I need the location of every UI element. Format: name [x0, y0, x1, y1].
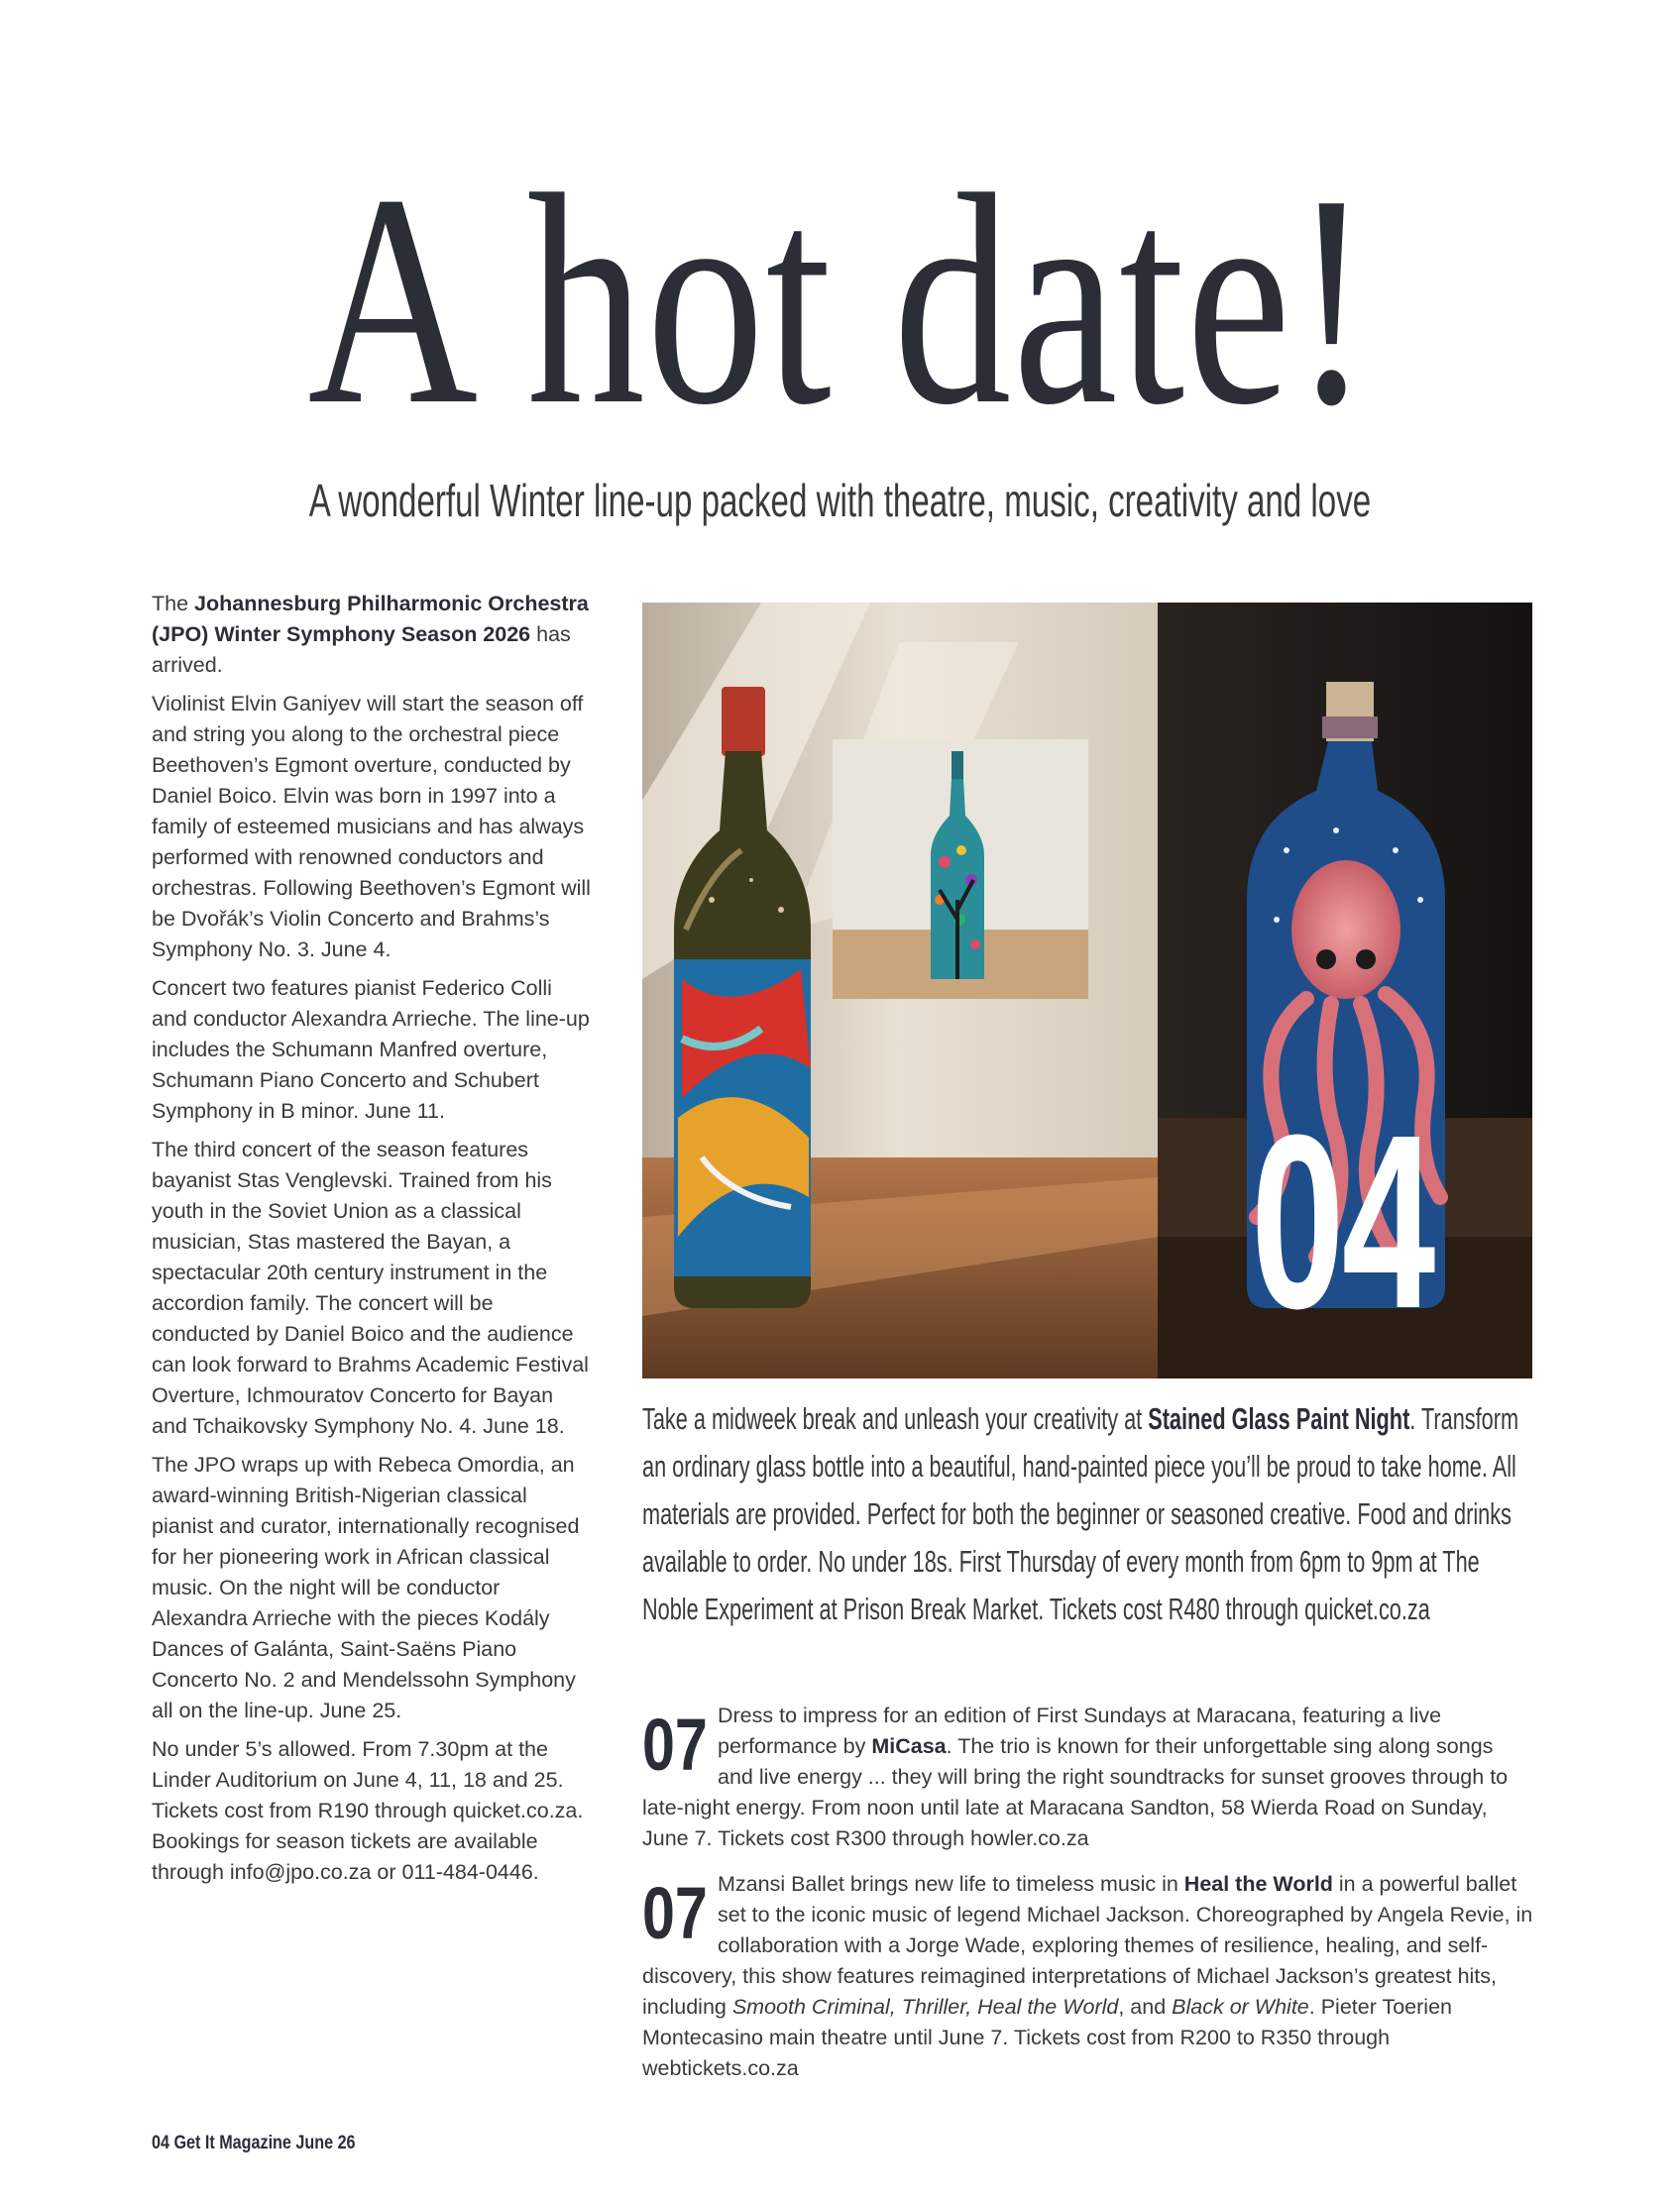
page-footer: 04 Get It Magazine June 26 [152, 2133, 356, 2153]
jpo-intro-post: has arrived. [152, 622, 571, 677]
ballet-article [642, 1869, 1534, 2084]
jpo-paragraph-1: Violinist Elvin Ganiyev will start the season off and string you along to the orchestral piece Beethoven’s Egmont overture, conducted by Daniel Boico. Elvin was born in 1997 into a family of esteemed musicians and has always performed with renowned conductors and orchestras. Following Beethoven’s Egmont will be Dvořák’s Violin Concerto and Brahms’s Symphony No. 3. June 4. [152, 692, 591, 961]
jpo-paragraph-3: The third concert of the season features bayanist Stas Venglevski. Trained from his youth in the Soviet Union as a classical musician, Stas mastered the Bayan, a spectacular 20th century instrument in the accordion family. The concert will be conducted by Daniel Boico and the audience can look forward to Brahms Academic Festival Overture, Ichmouratov Concerto for Bayan and Tchaikovsky Symphony No. 4. June 18. [152, 1138, 589, 1438]
ballet-and: , and [1118, 1995, 1173, 2019]
jpo-paragraph-4: The JPO wraps up with Rebeca Omordia, an award-winning British-Nigerian classical pianist and curator, internationally recognised for her pioneering work in African classical music. On the night will be conductor Alexandra Arrieche with the pieces Kodály Dances of Galánta, Saint-Saëns Piano Concerto No. 2 and Mendelssohn Symphony all on the line-up. June 25. [152, 1453, 580, 1722]
ballet-italic-1: Smooth Criminal, Thriller, Heal the World [731, 1995, 1119, 2019]
paint-night-bold: Stained Glass Paint Night [1148, 1401, 1410, 1436]
page-subtitle: A wonderful Winter line-up packed with theatre, music, creativity and love [308, 475, 1372, 526]
ballet-number: 07 [642, 1872, 708, 1954]
jpo-article [152, 589, 593, 1896]
maracana-article [642, 1701, 1534, 1854]
maracana-post: . The trio is known for their unforgettable sing along songs and live energy ... they will bring the right soundtracks for sunset grooves through to late-night energy. From noon until late at Maracana Sandton, 58 Wierda Road on Sunday, June 7. Tickets cost R300 through howler.co.za [642, 1734, 1509, 1850]
ballet-mid: in a powerful ballet set to the iconic music of legend Michael Jackson. Choreographed by Angela Revie, in collaboration with a Jorge Wade, exploring themes of resilience, healing, and self-discovery, this show features reimagined interpretations of Michael Jackson’s greatest hits, including [642, 1872, 1533, 2019]
jpo-intro [152, 589, 593, 681]
jpo-intro-pre: The [152, 592, 195, 615]
page-title: A hot date! [307, 132, 1373, 467]
paint-night-pre: Take a midweek break and unleash your creativity at [642, 1401, 1149, 1436]
ballet-post: . Pieter Toerien Montecasino main theatre until June 7. Tickets cost from R200 to R350 through webtickets.co.za [642, 1995, 1452, 2080]
paint-night-number: 04 [1251, 1083, 1433, 1360]
ballet-italic-2: Black or White [1172, 1995, 1309, 2019]
maracana-bold: MiCasa [871, 1734, 947, 1758]
maracana-pre: Dress to impress for an edition of First Sundays at Maracana, featuring a live performance by [718, 1704, 1442, 1758]
ballet-pre: Mzansi Ballet brings new life to timeless music in [718, 1872, 1184, 1896]
paint-night-article [642, 1395, 1534, 1633]
ballet-bold: Heal the World [1183, 1872, 1333, 1896]
jpo-intro-bold: Johannesburg Philharmonic Orchestra (JPO) Winter Symphony Season 2026 [152, 592, 589, 646]
jpo-paragraph-2: Concert two features pianist Federico Colli and conductor Alexandra Arrieche. The line-up includes the Schumann Manfred overture, Schumann Piano Concerto and Schubert Symphony in B minor. June 11. [152, 976, 590, 1123]
maracana-number: 07 [642, 1704, 708, 1786]
jpo-paragraph-5: No under 5’s allowed. From 7.30pm at the Linder Auditorium on June 4, 11, 18 and 25. Tickets cost from R190 through quicket.co.za. Bookings for season tickets are available through info@jpo.co.za or 011-484-0446. [152, 1737, 584, 1884]
paint-night-post: . Transform an ordinary glass bottle into a beautiful, hand-painted piece you’ll be proud to take home. All materials are provided. Perfect for both the beginner or seasoned creative. Food and drinks available to order. No under 18s. First Thursday of every month from 6pm to 9pm at The Noble Experiment at Prison Break Market. Tickets cost R480 through quicket.co.za [642, 1401, 1519, 1626]
